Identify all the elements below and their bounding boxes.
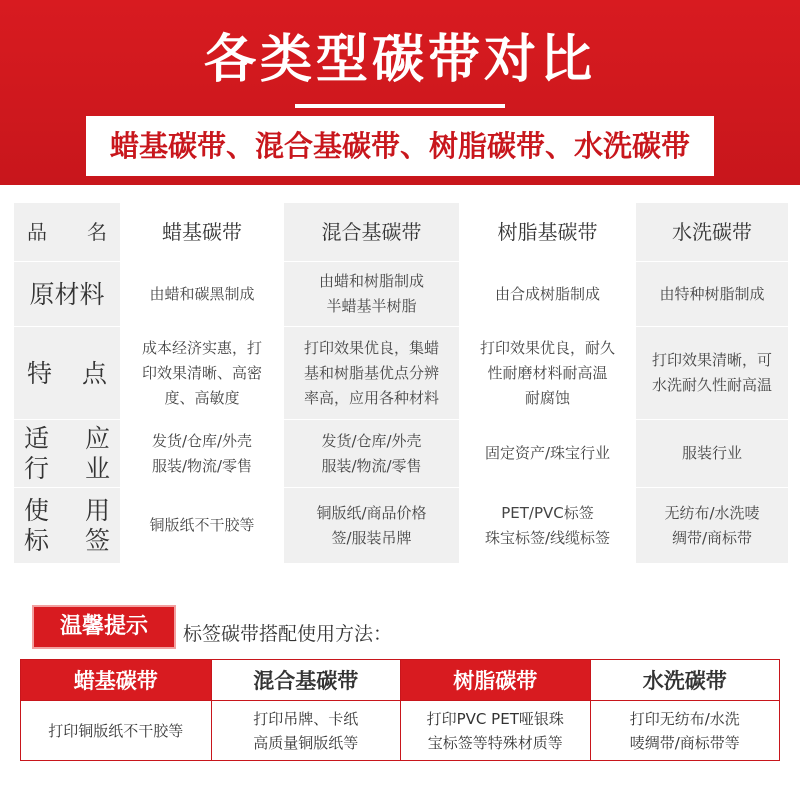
table-cell: 成本经济实惠，打 印效果清晰、高密 度、高敏度 [121,327,284,419]
usage-header: 树脂碳带 [401,660,590,701]
table-cell: 由蜡和树脂制成 半蜡基半树脂 [284,262,460,326]
table-row [14,327,788,420]
usage-desc: 打印无纺布/水洗 唛绸带/商标带等 [629,709,740,752]
table-cell: 由特种树脂制成 [636,262,788,326]
row-label-features [14,327,121,419]
table-cell: 打印效果优良，集蜡 基和树脂基优点分辨 率高，应用各种材料 [284,327,460,419]
row-label-char: 点 [81,358,107,388]
page-title: 各类型碳带对比 [203,30,596,90]
usage-header: 混合基碳带 [212,660,401,701]
row-label-labels [14,488,121,563]
table-cell: 由合成树脂制成 [460,262,636,326]
table-header-row [14,203,788,262]
row-label-char: 应 [84,423,110,453]
header-label-char: 品 [27,219,47,244]
row-label-char: 签 [84,525,110,555]
table-cell: 铜版纸/商品价格 签/服装吊牌 [284,488,460,563]
header-col-wax: 蜡基碳带 [121,203,284,261]
table-cell: 固定资产/珠宝行业 [460,420,636,487]
table-cell: 发货/仓库/外壳 服装/物流/零售 [284,420,460,487]
row-label-industry [14,420,121,487]
header-col-washable: 水洗碳带 [636,203,788,261]
usage-desc: 打印铜版纸不干胶等 [48,721,184,740]
row-label-char: 行 [24,453,50,483]
row-label-char: 使 [24,495,50,525]
header-col-resin: 树脂基碳带 [460,203,636,261]
usage-col-mixed [211,660,401,760]
comparison-table [14,203,788,563]
row-label-char: 特 [27,358,53,388]
tip-badge: 温馨提示 [32,605,176,649]
row-label-material: 原材料 [14,262,121,326]
table-cell: 铜版纸不干胶等 [121,488,284,563]
usage-header: 蜡基碳带 [21,660,211,701]
usage-col-resin [400,660,590,760]
usage-header: 水洗碳带 [591,660,780,701]
usage-desc: 打印吊牌、卡纸 高质量铜版纸等 [253,709,359,752]
table-cell: 打印效果清晰，可 水洗耐久性耐高温 [636,327,788,419]
header-banner [0,0,800,185]
table-row [14,420,788,488]
header-col-mixed: 混合基碳带 [284,203,460,261]
table-cell: 无纺布/水洗唛 绸带/商标带 [636,488,788,563]
table-cell: 打印效果优良，耐久 性耐磨材料耐高温 耐腐蚀 [460,327,636,419]
usage-col-washable [590,660,780,760]
row-label-char: 标 [24,525,50,555]
header-label-cell [14,203,121,261]
row-label-char: 适 [24,423,50,453]
title-underline [295,104,505,108]
row-label-char: 用 [84,495,110,525]
usage-table [20,659,780,761]
page-subtitle: 蜡基碳带、混合基碳带、树脂碳带、水洗碳带 [86,116,714,176]
usage-col-wax [21,660,211,760]
table-row [14,262,788,327]
row-label-char: 业 [84,453,110,483]
table-cell: 发货/仓库/外壳 服装/物流/零售 [121,420,284,487]
table-cell: 由蜡和碳黑制成 [121,262,284,326]
table-row [14,488,788,563]
table-cell: 服装行业 [636,420,788,487]
usage-desc: 打印PVC PET哑银珠 宝标签等特殊材质等 [426,709,564,752]
table-cell: PET/PVC标签 珠宝标签/线缆标签 [460,488,636,563]
header-label-char: 名 [87,219,107,244]
tip-text: 标签碳带搭配使用方法： [183,623,393,645]
